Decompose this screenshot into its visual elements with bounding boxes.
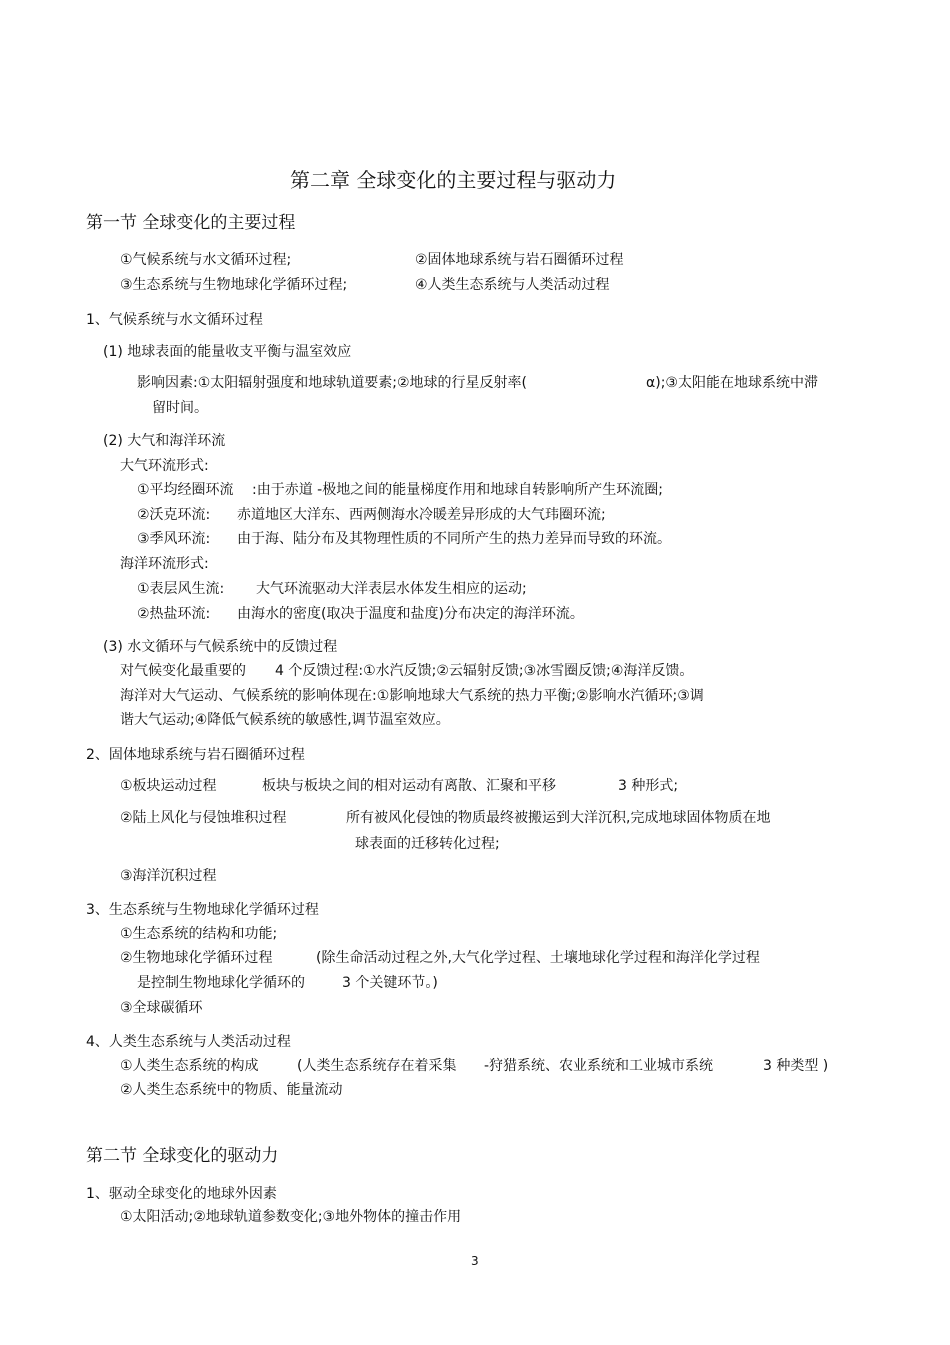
sub-3-line-1b: 4 个反馈过程:①水汽反馈;②云辐射反馈;③冰雪圈反馈;④海洋反馈。 bbox=[275, 663, 694, 679]
section-2-part-1-heading: 1、驱动全球变化的地球外因素 bbox=[86, 1186, 277, 1202]
part-2-item-1b: 板块与板块之间的相对运动有离散、汇聚和平移 bbox=[262, 778, 556, 794]
part-2-item-2b: 所有被风化侵蚀的物质最终被搬运到大洋沉积,完成地球固体物质在地 bbox=[346, 810, 771, 826]
ocean-item-2-name: ②热盐环流: bbox=[137, 606, 211, 622]
part-4-item-2: ②人类生态系统中的物质、能量流动 bbox=[120, 1082, 343, 1098]
part-4-item-1c: -狩猎系统、农业系统和工业城市系统 bbox=[484, 1058, 714, 1074]
ocean-item-1-name: ①表层风生流: bbox=[137, 581, 225, 597]
part-3-item-2c: 是控制生物地球化学循环的 bbox=[137, 975, 305, 991]
atm-item-3-name: ③季风环流: bbox=[137, 531, 211, 547]
sub-3-line-1a: 对气候变化最重要的 bbox=[120, 663, 246, 679]
sub-1-heading: (1) 地球表面的能量收支平衡与温室效应 bbox=[103, 344, 352, 360]
part-2-item-2a: ②陆上风化与侵蚀堆积过程 bbox=[120, 810, 287, 826]
atm-item-1-desc: :由于赤道 -极地之间的能量梯度作用和地球自转影响所产生环流圈; bbox=[252, 482, 663, 498]
part-1-heading: 1、气候系统与水文循环过程 bbox=[86, 312, 263, 328]
part-2-item-1a: ①板块运动过程 bbox=[120, 778, 217, 794]
overview-item-1: ①气候系统与水文循环过程; bbox=[120, 252, 292, 268]
sub-1-line-1a: 影响因素:①太阳辐射强度和地球轨道要素;②地球的行星反射率( bbox=[137, 375, 527, 391]
ocean-circulation-label: 海洋环流形式: bbox=[120, 556, 209, 572]
sub-1-line-2: 留时间。 bbox=[152, 400, 208, 416]
atm-item-1-name: ①平均经圈环流 bbox=[137, 482, 234, 498]
part-2-heading: 2、固体地球系统与岩石圈循环过程 bbox=[86, 747, 305, 763]
overview-item-3: ③生态系统与生物地球化学循环过程; bbox=[120, 277, 348, 293]
part-2-item-2c: 球表面的迁移转化过程; bbox=[355, 836, 500, 852]
part-4-item-1b: (人类生态系统存在着采集 bbox=[297, 1058, 457, 1074]
ocean-item-1-desc: 大气环流驱动大洋表层水体发生相应的运动; bbox=[256, 581, 527, 597]
part-2-item-1c: 3 种形式; bbox=[618, 778, 679, 794]
part-3-item-2a: ②生物地球化学循环过程 bbox=[120, 950, 273, 966]
sub-3-heading: (3) 水文循环与气候系统中的反馈过程 bbox=[103, 639, 338, 655]
part-2-item-3: ③海洋沉积过程 bbox=[120, 868, 217, 884]
section-2-title: 第二节 全球变化的驱动力 bbox=[86, 1146, 279, 1166]
part-4-heading: 4、人类生态系统与人类活动过程 bbox=[86, 1034, 291, 1050]
atm-item-3-desc: 由于海、陆分布及其物理性质的不同所产生的热力差异而导致的环流。 bbox=[237, 531, 671, 547]
part-4-item-1a: ①人类生态系统的构成 bbox=[120, 1058, 259, 1074]
part-3-item-3: ③全球碳循环 bbox=[120, 1000, 203, 1016]
part-3-item-1: ①生态系统的结构和功能; bbox=[120, 926, 278, 942]
section-2-part-1-item-1: ①太阳活动;②地球轨道参数变化;③地外物体的撞击作用 bbox=[120, 1209, 462, 1225]
part-3-heading: 3、生态系统与生物地球化学循环过程 bbox=[86, 902, 319, 918]
part-4-item-1d: 3 种类型 ) bbox=[763, 1058, 829, 1074]
sub-2-heading: (2) 大气和海洋环流 bbox=[103, 433, 226, 449]
part-3-item-2b: (除生命活动过程之外,大气化学过程、土壤地球化学过程和海洋化学过程 bbox=[316, 950, 760, 966]
atm-item-2-name: ②沃克环流: bbox=[137, 507, 211, 523]
sub-3-line-2: 海洋对大气运动、气候系统的影响体现在:①影响地球大气系统的热力平衡;②影响水汽循环;③调 bbox=[120, 688, 704, 704]
section-1-title: 第一节 全球变化的主要过程 bbox=[86, 213, 296, 233]
atm-circulation-label: 大气环流形式: bbox=[120, 458, 209, 474]
atm-item-2-desc: 赤道地区大洋东、西两侧海水冷暖差异形成的大气玮圈环流; bbox=[237, 507, 606, 523]
sub-3-line-3: 谐大气运动;④降低气候系统的敏感性,调节温室效应。 bbox=[120, 712, 450, 728]
page-number: 3 bbox=[471, 1254, 479, 1268]
overview-item-4: ④人类生态系统与人类活动过程 bbox=[415, 277, 610, 293]
part-3-item-2d: 3 个关键环节。) bbox=[342, 975, 438, 991]
overview-item-2: ②固体地球系统与岩石圈循环过程 bbox=[415, 252, 624, 268]
chapter-title: 第二章 全球变化的主要过程与驱动力 bbox=[290, 168, 617, 192]
ocean-item-2-desc: 由海水的密度(取决于温度和盐度)分布决定的海洋环流。 bbox=[237, 606, 584, 622]
sub-1-line-1b: α);③太阳能在地球系统中滞 bbox=[646, 375, 818, 391]
